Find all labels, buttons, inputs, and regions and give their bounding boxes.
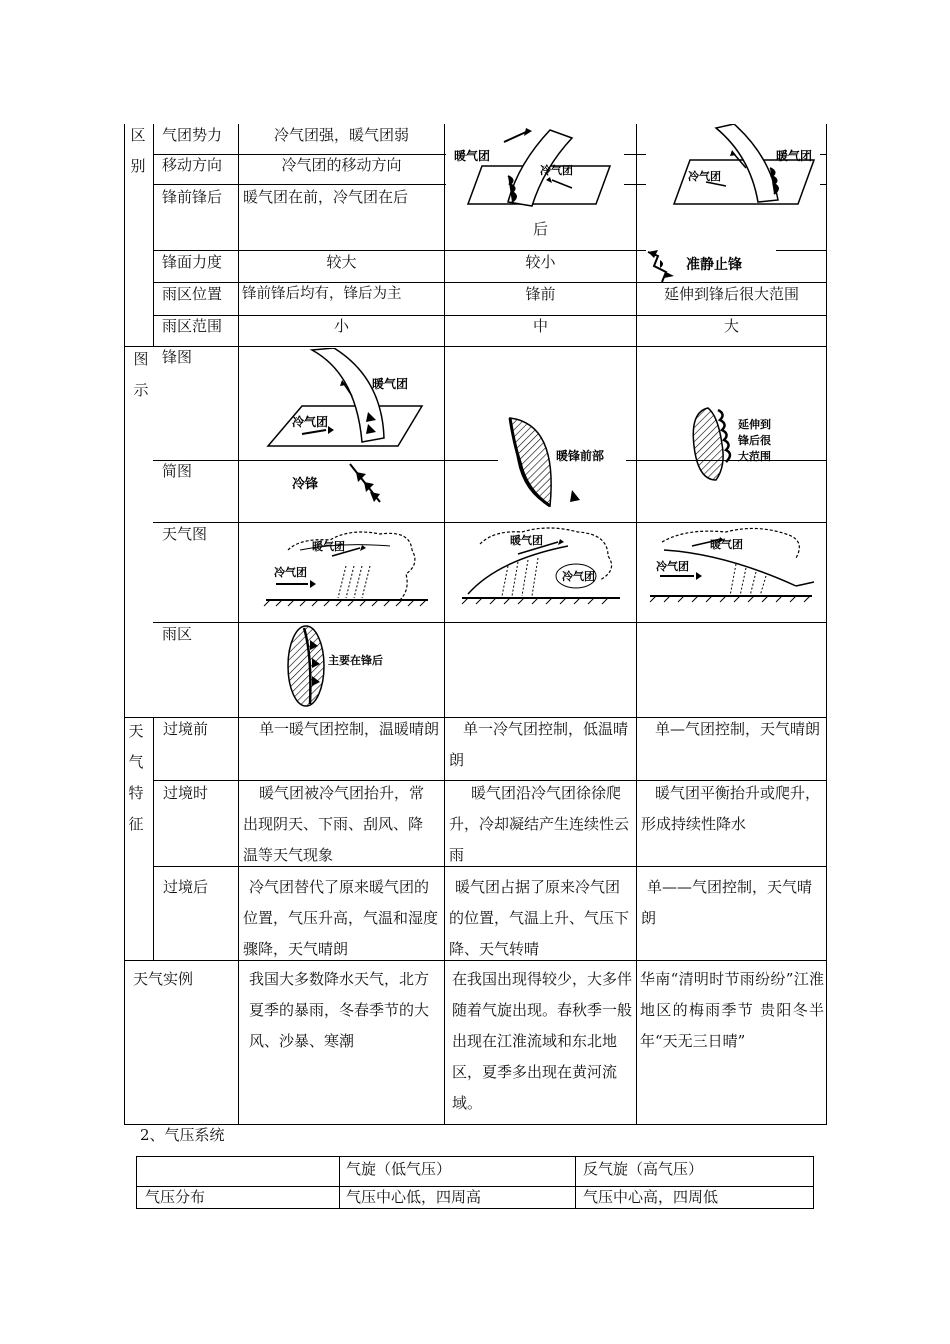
- stationary-rain-label-3: 大范围: [738, 450, 771, 463]
- cell-guojing-hou-warm: 暖气团占据了原来冷气团的位置，气温上升、气压下降、天气转晴: [449, 878, 630, 958]
- cell-yuqu-fanwei-cold: 小: [333, 317, 349, 335]
- stationary-front-weather-diagram: [646, 520, 816, 608]
- section-label-qubie: 区 别: [130, 126, 146, 175]
- row-label-yuqu-fanwei: 雨区范围: [162, 317, 223, 335]
- row-label-tianqitu: 天气图: [162, 525, 208, 543]
- stationary-front-warm-label: 暖气团: [776, 149, 813, 163]
- cell-guojing-shi-stationary: 暖气团平衡抬升或爬升，形成持续性降水: [641, 784, 821, 833]
- cell-yuqu-fanwei-warm: 中: [532, 317, 548, 335]
- warm-weather-cold-label: 冷气团: [562, 570, 595, 583]
- stationary-rain-label-2: 锋后很: [738, 434, 771, 447]
- row-label-fengtu: 锋图: [162, 348, 193, 366]
- stationary-front-symbol-label: 准静止锋: [686, 257, 742, 273]
- cell-tianqi-shili-warm: 在我国出现得较少，大多伴随着气旋出现。春秋季一般出现在江淮流域和东北地区，夏季多出现在黄河流域。: [452, 970, 633, 1112]
- section-label-tushi: 图 示: [133, 350, 149, 399]
- cell-yuqu-weizhi-warm: 锋前: [525, 285, 556, 303]
- cold-front-fengtu-warm-label: 暖气团: [372, 377, 409, 391]
- row-label-tianqi-shili: 天气实例: [133, 970, 194, 988]
- row-label-fengqian-fenghou: 锋前锋后: [162, 188, 223, 206]
- cell-qituan-shili-cold: 冷气团强，暖气团弱: [273, 126, 409, 144]
- cell-fengmian-lidu-warm: 较小: [525, 253, 556, 271]
- cold-front-fengtu-diagram: [262, 348, 432, 452]
- cell-yuqu-weizhi-stationary: 延伸到锋后很大范围: [663, 285, 799, 303]
- section2-heading: 2、气压系统: [140, 1126, 225, 1144]
- pressure-anticyclone-value: 气压中心高，四周低: [583, 1188, 719, 1206]
- cold-front-symbol-label: 冷锋: [292, 477, 319, 492]
- pressure-header-anticyclone: 反气旋（高气压）: [583, 1160, 704, 1178]
- pressure-row-label: 气压分布: [145, 1188, 206, 1206]
- cell-fengmian-lidu-cold: 较大: [326, 253, 357, 271]
- cell-tianqi-shili-stationary: 华南“清明时节雨纷纷”江淮地区的梅雨季节 贵阳冬半年“天无三日晴”: [640, 970, 824, 1050]
- row-label-yuqu: 雨区: [162, 625, 193, 643]
- stationary-weather-cold-label: 冷气团: [656, 560, 689, 573]
- cell-guojing-shi-cold: 暖气团被冷气团抬升，常出现阴天、下雨、刮风、降温等天气现象: [243, 784, 425, 864]
- cell-fengqian-fenghou-warm: 后: [532, 220, 548, 238]
- cell-guojing-qian-cold: 单一暖气团控制，温暖晴朗: [259, 720, 440, 738]
- row-label-yuqu-weizhi: 雨区位置: [162, 285, 223, 303]
- cold-front-symbol: [290, 462, 420, 506]
- stationary-front-rain-diagram: [686, 400, 796, 490]
- row-label-guojing-hou: 过境后: [163, 878, 209, 896]
- cold-front-fengtu-cold-label: 冷气团: [292, 415, 329, 429]
- warm-front-cold-label: 冷气团: [540, 164, 573, 177]
- cell-guojing-qian-stationary: 单—气团控制，天气晴朗: [655, 720, 821, 738]
- cell-yidong-fangxiang-cold: 冷气团的移动方向: [281, 156, 402, 174]
- cell-yuqu-weizhi-cold: 锋前锋后均有，锋后为主: [242, 286, 402, 302]
- cell-tianqi-shili-cold: 我国大多数降水天气，北方夏季的暴雨，冬春季节的大风、沙暴、寒潮: [249, 970, 430, 1050]
- cold-front-weather-diagram: [260, 520, 432, 608]
- cold-weather-cold-label: 冷气团: [274, 566, 307, 579]
- warm-front-weather-diagram: [458, 520, 624, 608]
- row-label-guojing-shi: 过境时: [163, 784, 209, 802]
- stationary-front-symbol: [646, 246, 776, 286]
- row-label-jiantu: 简图: [162, 462, 193, 480]
- cell-guojing-qian-warm: 单一冷气团控制，低温晴朗: [449, 720, 629, 769]
- cell-guojing-hou-stationary: 单——气团控制，天气晴朗: [641, 878, 813, 927]
- warm-front-rain-label: 暖锋前部: [556, 449, 605, 463]
- stationary-weather-warm-label: 暖气团: [710, 538, 743, 551]
- stationary-front-cold-label: 冷气团: [688, 170, 721, 183]
- cell-yuqu-fanwei-stationary: 大: [723, 317, 739, 335]
- section-label-tianqi-tezheng: 天 气 特 征: [128, 722, 144, 833]
- cold-rain-label: 主要在锋后: [328, 654, 383, 667]
- row-label-fengmian-lidu: 锋面力度: [162, 253, 223, 271]
- pressure-cyclone-value: 气压中心低，四周高: [346, 1188, 482, 1206]
- cell-guojing-shi-warm: 暖气团沿冷气团徐徐爬升，冷却凝结产生连续性云雨: [449, 784, 630, 864]
- warm-front-warm-label: 暖气团: [454, 149, 491, 163]
- cell-guojing-hou-cold: 冷气团替代了原来暖气团的位置，气压升高，气温和湿度骤降，天气晴朗: [243, 878, 439, 958]
- pressure-header-cyclone: 气旋（低气压）: [346, 1160, 452, 1178]
- warm-front-rain-diagram: [498, 410, 626, 518]
- stationary-rain-label-1: 延伸到: [738, 418, 771, 431]
- row-label-guojing-qian: 过境前: [163, 720, 209, 738]
- row-label-qituan-shili: 气团势力: [162, 126, 223, 144]
- row-label-yidong-fangxiang: 移动方向: [162, 156, 223, 174]
- cold-front-rain-diagram: [282, 624, 412, 712]
- cell-fengqian-fenghou-cold: 暖气团在前，冷气团在后: [243, 188, 409, 206]
- warm-weather-warm-label: 暖气团: [510, 534, 543, 547]
- cold-weather-warm-label: 暖气团: [312, 540, 345, 553]
- warm-front-diagram: [446, 124, 624, 216]
- stationary-front-diagram: [646, 124, 820, 212]
